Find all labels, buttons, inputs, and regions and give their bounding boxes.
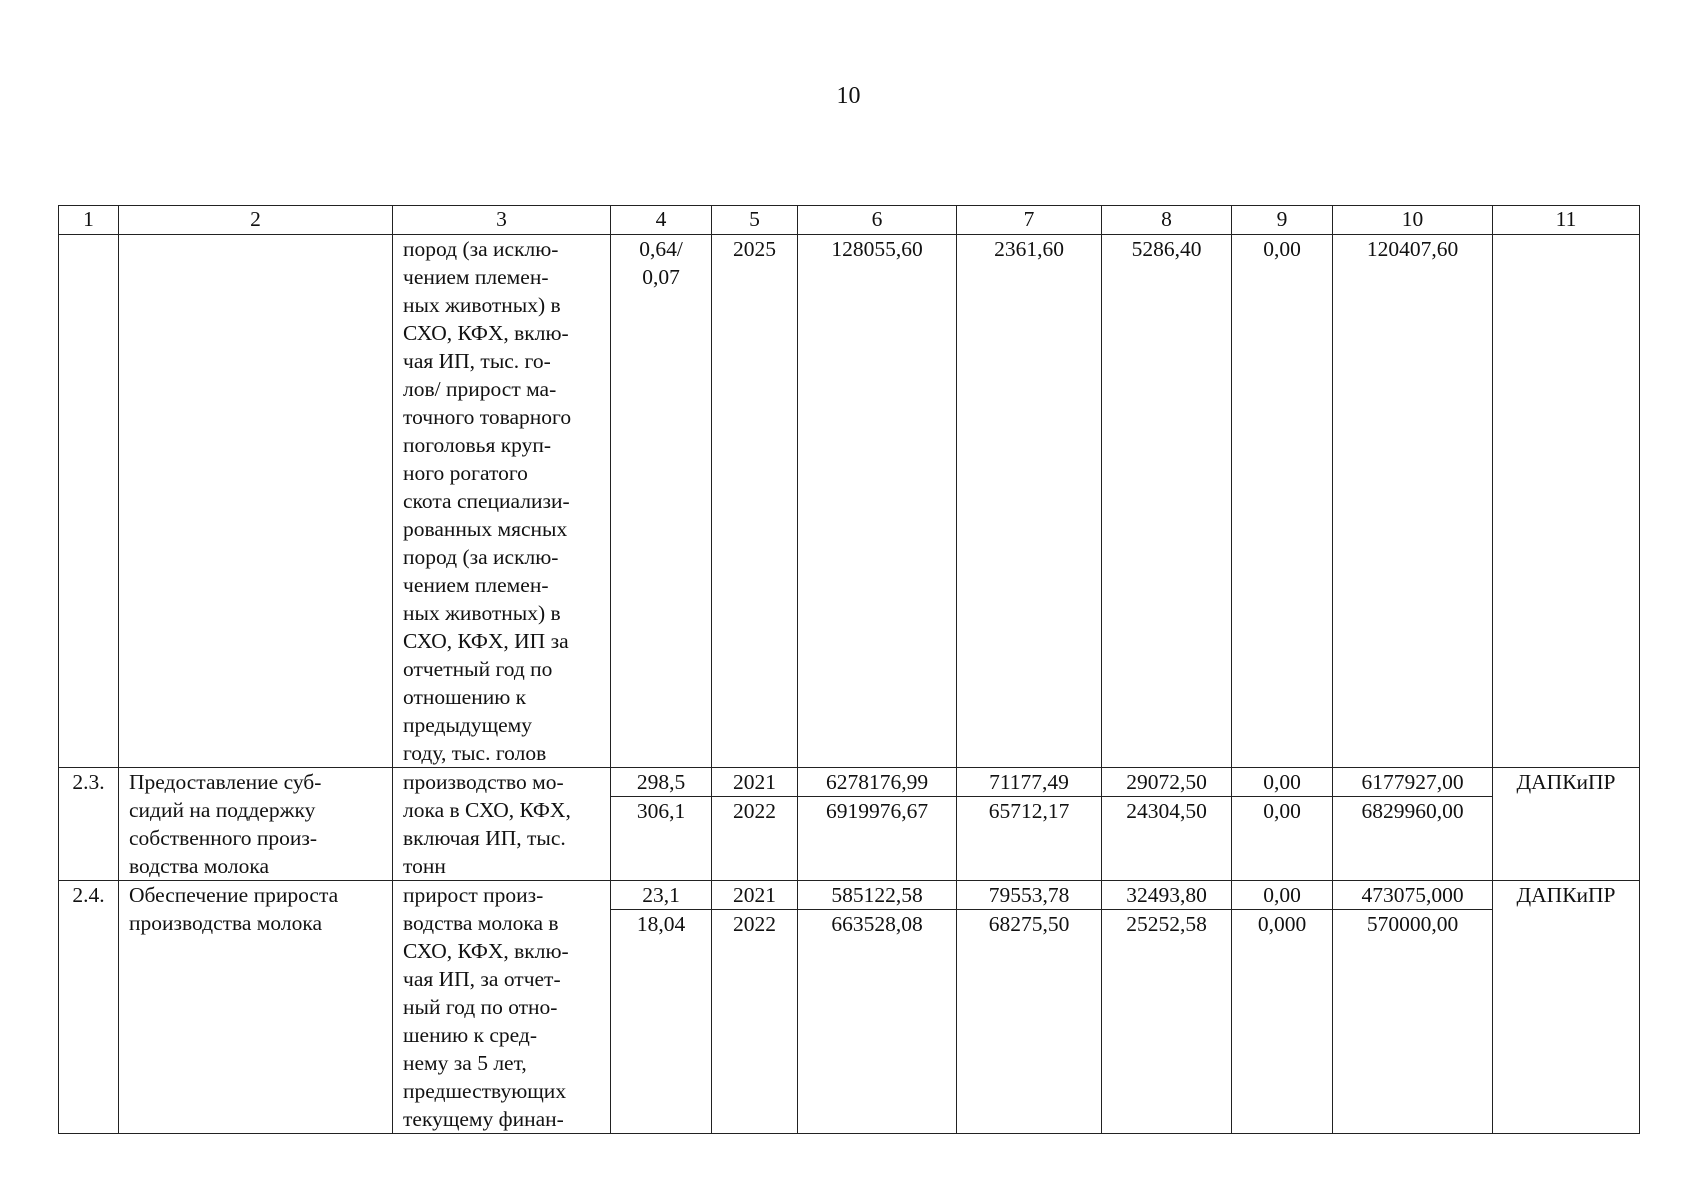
indicator-text [393,768,611,881]
table-row-2-4 [59,881,1640,1134]
indicator-value [611,881,712,1134]
name-line: Предоставление суб- [129,770,322,794]
indicator-line: скота специализи- [403,489,570,513]
other-2022: 6829960,00 [1333,797,1492,826]
total-2022: 6919976,67 [798,797,956,826]
regional-cell [1102,881,1232,1134]
measures-table [58,205,1640,1134]
other-2021: 473075,000 [1361,883,1464,907]
value-line: 0,07 [642,265,680,289]
other-cell: 120407,60 [1333,235,1493,768]
col-header-3: 3 [393,206,611,235]
value-2022: 18,04 [611,910,711,939]
indicator-text [393,235,611,768]
measure-name [119,768,393,881]
col-header-1: 1 [59,206,119,235]
federal-cell: 2361,60 [957,235,1102,768]
federal-cell [957,881,1102,1134]
other-cell [1333,768,1493,881]
other-2022: 570000,00 [1333,910,1492,939]
federal-2021: 71177,49 [989,770,1069,794]
year-2021: 2021 [733,883,776,907]
total-cell [798,768,957,881]
value-2022: 306,1 [611,797,711,826]
local-2022: 0,00 [1232,797,1332,826]
year-cell: 2025 [712,235,798,768]
local-cell: 0,00 [1232,235,1333,768]
federal-cell [957,768,1102,881]
page-number: 10 [836,83,861,109]
regional-cell: 5286,40 [1102,235,1232,768]
indicator-line: тонн [403,854,446,878]
indicator-line: шению к сред- [403,1023,538,1047]
col-header-5: 5 [712,206,798,235]
row-number [59,235,119,768]
federal-2022: 65712,17 [957,797,1101,826]
indicator-line: лока в СХО, КФХ, [403,798,571,822]
indicator-line: отчетный год по [403,657,553,681]
executor-cell [1493,235,1640,768]
value-2021: 23,1 [642,883,680,907]
table-row-2-3 [59,768,1640,881]
indicator-line: ный год по отно- [403,995,558,1019]
indicator-line: чением племен- [403,265,549,289]
indicator-line: прирост произ- [403,883,544,907]
executor-cell: ДАПКиПР [1493,881,1640,1134]
indicator-line: нему за 5 лет, [403,1051,527,1075]
indicator-line: текущему финан- [403,1107,564,1131]
regional-2022: 24304,50 [1102,797,1231,826]
indicator-line: году, тыс. голов [403,741,547,765]
indicator-line: ных животных) в [403,601,561,625]
local-cell [1232,768,1333,881]
regional-2021: 29072,50 [1126,770,1207,794]
indicator-line: производство мо- [403,770,564,794]
regional-2022: 25252,58 [1102,910,1231,939]
indicator-line: пород (за исклю- [403,545,559,569]
total-2021: 6278176,99 [825,770,929,794]
indicator-line: чением племен- [403,573,549,597]
local-2021: 0,00 [1263,883,1301,907]
year-2022: 2022 [712,797,797,826]
indicator-line: отношению к [403,685,527,709]
regional-2021: 32493,80 [1126,883,1207,907]
indicator-line: предыдущему [403,713,533,737]
name-line: сидий на поддержку [129,798,316,822]
value-2021: 298,5 [636,770,686,794]
indicator-value [611,235,712,768]
indicator-line: ных животных) в [403,293,561,317]
indicator-line: точного товарного [403,405,572,429]
row-number: 2.4. [59,881,119,1134]
col-header-8: 8 [1102,206,1232,235]
total-cell [798,881,957,1134]
executor-cell: ДАПКиПР [1493,768,1640,881]
name-line: Обеспечение прироста [129,883,339,907]
indicator-line: рованных мясных [403,517,568,541]
indicator-line: СХО, КФХ, вклю- [403,939,569,963]
name-line: водства молока [129,854,270,878]
measure-name [119,881,393,1134]
total-cell: 128055,60 [798,235,957,768]
local-cell [1232,881,1333,1134]
col-header-9: 9 [1232,206,1333,235]
indicator-line: поголовья круп- [403,433,552,457]
col-header-6: 6 [798,206,957,235]
name-line: собственного произ- [129,826,318,850]
indicator-line: СХО, КФХ, вклю- [403,321,569,345]
indicator-line: пород (за исклю- [403,237,559,261]
indicator-line: чая ИП, тыс. го- [403,349,551,373]
local-2021: 0,00 [1263,770,1301,794]
indicator-line: предшествующих [403,1079,567,1103]
other-cell [1333,881,1493,1134]
table-row-continuation [59,235,1640,768]
indicator-line: лов/ прирост ма- [403,377,557,401]
total-2021: 585122,58 [831,883,923,907]
header-row [59,206,1640,235]
col-header-2: 2 [119,206,393,235]
year-cell [712,768,798,881]
name-line: производства молока [129,911,323,935]
indicator-line: включая ИП, тыс. [403,826,566,850]
indicator-value [611,768,712,881]
regional-cell [1102,768,1232,881]
col-header-7: 7 [957,206,1102,235]
value-line: 0,64/ [639,237,683,261]
federal-2021: 79553,78 [988,883,1070,907]
year-2022: 2022 [712,910,797,939]
other-2021: 6177927,00 [1361,770,1464,794]
indicator-line: чая ИП, за отчет- [403,967,561,991]
measure-name [119,235,393,768]
indicator-text [393,881,611,1134]
indicator-line: водства молока в [403,911,559,935]
year-cell [712,881,798,1134]
indicator-line: СХО, КФХ, ИП за [403,629,569,653]
col-header-11: 11 [1493,206,1640,235]
federal-2022: 68275,50 [957,910,1101,939]
local-2022: 0,000 [1232,910,1332,939]
year-2021: 2021 [733,770,776,794]
total-2022: 663528,08 [798,910,956,939]
indicator-line: ного рогатого [403,461,528,485]
col-header-4: 4 [611,206,712,235]
col-header-10: 10 [1333,206,1493,235]
row-number: 2.3. [59,768,119,881]
